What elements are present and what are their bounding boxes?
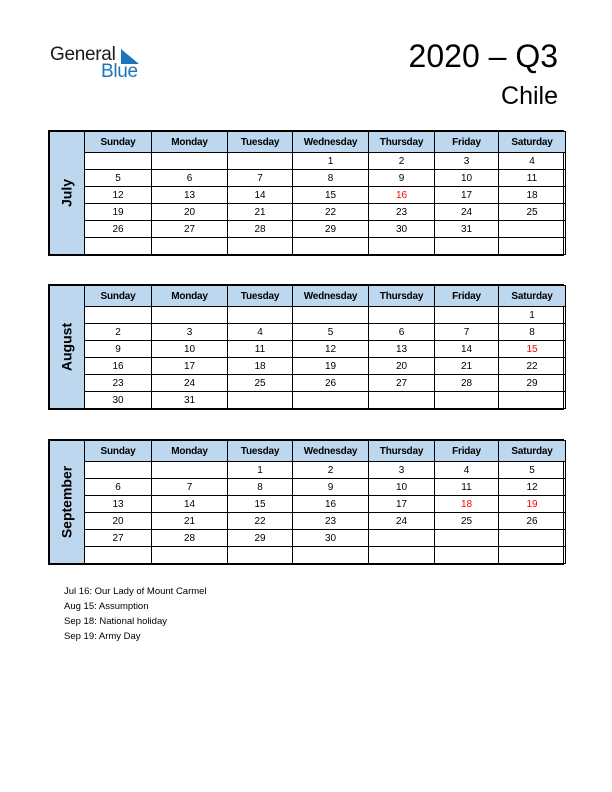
day-cell xyxy=(435,547,499,564)
day-cell: 28 xyxy=(228,221,293,238)
day-cell: 25 xyxy=(499,204,566,221)
day-cell: 20 xyxy=(152,204,228,221)
page-title: 2020 – Q3 xyxy=(408,38,558,74)
day-cell xyxy=(85,547,152,564)
weekday-header: Saturday xyxy=(499,286,566,307)
weekday-header: Wednesday xyxy=(293,132,369,153)
day-cell: 15 xyxy=(499,341,566,358)
day-cell: 25 xyxy=(435,513,499,530)
day-cell: 4 xyxy=(435,462,499,479)
day-cell xyxy=(85,462,152,479)
week-row xyxy=(50,307,566,324)
weekday-header: Wednesday xyxy=(293,441,369,462)
day-cell: 7 xyxy=(152,479,228,496)
holiday-note: Aug 15: Assumption xyxy=(64,601,149,612)
day-cell: 23 xyxy=(85,375,152,392)
day-cell: 24 xyxy=(369,513,435,530)
week-row xyxy=(50,496,566,513)
weekday-header: Monday xyxy=(152,441,228,462)
weekday-header: Wednesday xyxy=(293,286,369,307)
day-cell: 13 xyxy=(152,187,228,204)
day-cell: 27 xyxy=(152,221,228,238)
day-cell: 28 xyxy=(152,530,228,547)
day-cell: 7 xyxy=(228,170,293,187)
holiday-note: Jul 16: Our Lady of Mount Carmel xyxy=(64,586,207,597)
week-row xyxy=(50,238,566,255)
weekday-header: Thursday xyxy=(369,286,435,307)
weekday-header: Tuesday xyxy=(228,286,293,307)
calendar-september xyxy=(48,439,564,565)
holiday-note: Sep 19: Army Day xyxy=(64,631,141,642)
day-cell: 22 xyxy=(293,204,369,221)
day-cell: 30 xyxy=(369,221,435,238)
day-cell: 12 xyxy=(499,479,566,496)
logo-text-blue: Blue xyxy=(101,61,138,82)
day-cell: 21 xyxy=(152,513,228,530)
day-cell: 31 xyxy=(435,221,499,238)
day-cell xyxy=(369,530,435,547)
day-cell: 16 xyxy=(293,496,369,513)
day-cell xyxy=(293,307,369,324)
day-cell: 13 xyxy=(369,341,435,358)
week-row xyxy=(50,187,566,204)
day-cell: 26 xyxy=(293,375,369,392)
weekday-header: Tuesday xyxy=(228,441,293,462)
day-cell: 1 xyxy=(293,153,369,170)
week-row xyxy=(50,547,566,564)
day-cell: 9 xyxy=(369,170,435,187)
day-cell: 26 xyxy=(499,513,566,530)
day-cell: 17 xyxy=(152,358,228,375)
day-cell xyxy=(228,153,293,170)
day-cell xyxy=(293,547,369,564)
weekday-header: Friday xyxy=(435,286,499,307)
month-name: September xyxy=(58,465,75,539)
day-cell: 29 xyxy=(499,375,566,392)
day-cell: 4 xyxy=(499,153,566,170)
day-cell: 10 xyxy=(369,479,435,496)
day-cell: 23 xyxy=(293,513,369,530)
day-cell: 18 xyxy=(499,187,566,204)
day-cell: 2 xyxy=(369,153,435,170)
day-cell: 2 xyxy=(293,462,369,479)
weekday-header: Monday xyxy=(152,286,228,307)
day-cell: 17 xyxy=(369,496,435,513)
week-row xyxy=(50,358,566,375)
weekday-header: Sunday xyxy=(85,441,152,462)
month-name: August xyxy=(58,322,75,372)
month-name: July xyxy=(58,178,75,208)
day-cell: 19 xyxy=(85,204,152,221)
day-cell: 2 xyxy=(85,324,152,341)
month-label-cell xyxy=(50,286,85,409)
day-cell: 19 xyxy=(293,358,369,375)
day-cell: 16 xyxy=(369,187,435,204)
day-cell xyxy=(435,392,499,409)
day-cell xyxy=(85,307,152,324)
day-cell: 11 xyxy=(228,341,293,358)
day-cell xyxy=(293,238,369,255)
day-cell xyxy=(85,238,152,255)
day-cell: 22 xyxy=(228,513,293,530)
day-cell: 27 xyxy=(85,530,152,547)
day-cell xyxy=(369,307,435,324)
logo-text-general: General xyxy=(50,44,116,65)
day-cell: 8 xyxy=(293,170,369,187)
day-cell: 6 xyxy=(369,324,435,341)
country-name: Chile xyxy=(501,82,558,110)
holiday-note: Sep 18: National holiday xyxy=(64,616,167,627)
calendar-july xyxy=(48,130,564,256)
week-row xyxy=(50,462,566,479)
day-cell xyxy=(293,392,369,409)
week-row xyxy=(50,479,566,496)
day-cell: 8 xyxy=(228,479,293,496)
day-cell: 15 xyxy=(228,496,293,513)
day-cell: 12 xyxy=(293,341,369,358)
weekday-header: Friday xyxy=(435,441,499,462)
day-cell: 22 xyxy=(499,358,566,375)
day-cell xyxy=(499,392,566,409)
day-cell: 1 xyxy=(228,462,293,479)
day-cell xyxy=(499,221,566,238)
weekday-header: Friday xyxy=(435,132,499,153)
calendar-august xyxy=(48,284,564,410)
day-cell xyxy=(499,238,566,255)
day-cell: 14 xyxy=(152,496,228,513)
day-cell xyxy=(499,547,566,564)
day-cell: 7 xyxy=(435,324,499,341)
day-cell: 14 xyxy=(435,341,499,358)
day-cell xyxy=(228,238,293,255)
day-cell xyxy=(369,547,435,564)
day-cell: 26 xyxy=(85,221,152,238)
week-row xyxy=(50,513,566,530)
day-cell: 5 xyxy=(85,170,152,187)
day-cell: 3 xyxy=(435,153,499,170)
day-cell: 30 xyxy=(293,530,369,547)
day-cell: 19 xyxy=(499,496,566,513)
day-cell: 9 xyxy=(85,341,152,358)
week-row xyxy=(50,221,566,238)
day-cell: 20 xyxy=(369,358,435,375)
day-cell: 3 xyxy=(369,462,435,479)
day-cell xyxy=(228,392,293,409)
day-cell xyxy=(435,307,499,324)
week-row xyxy=(50,324,566,341)
day-cell: 18 xyxy=(435,496,499,513)
weekday-header: Sunday xyxy=(85,132,152,153)
day-cell xyxy=(435,530,499,547)
weekday-header: Thursday xyxy=(369,441,435,462)
day-cell: 11 xyxy=(499,170,566,187)
weekday-header: Saturday xyxy=(499,441,566,462)
week-row xyxy=(50,170,566,187)
day-cell: 14 xyxy=(228,187,293,204)
week-row xyxy=(50,375,566,392)
day-cell: 10 xyxy=(435,170,499,187)
week-row xyxy=(50,153,566,170)
day-cell: 13 xyxy=(85,496,152,513)
day-cell: 16 xyxy=(85,358,152,375)
day-cell: 20 xyxy=(85,513,152,530)
day-cell: 27 xyxy=(369,375,435,392)
day-cell: 30 xyxy=(85,392,152,409)
day-cell: 29 xyxy=(228,530,293,547)
day-cell xyxy=(435,238,499,255)
day-cell xyxy=(499,530,566,547)
day-cell: 21 xyxy=(228,204,293,221)
week-row xyxy=(50,204,566,221)
weekday-header: Monday xyxy=(152,132,228,153)
day-cell: 3 xyxy=(152,324,228,341)
day-cell xyxy=(228,307,293,324)
day-cell: 17 xyxy=(435,187,499,204)
day-cell: 6 xyxy=(152,170,228,187)
day-cell xyxy=(152,307,228,324)
week-row xyxy=(50,392,566,409)
day-cell: 24 xyxy=(435,204,499,221)
day-cell: 21 xyxy=(435,358,499,375)
day-cell: 5 xyxy=(499,462,566,479)
day-cell: 11 xyxy=(435,479,499,496)
weekday-header: Saturday xyxy=(499,132,566,153)
weekday-header: Thursday xyxy=(369,132,435,153)
day-cell: 25 xyxy=(228,375,293,392)
month-label-cell xyxy=(50,132,85,255)
weekday-header: Sunday xyxy=(85,286,152,307)
day-cell xyxy=(369,238,435,255)
week-row xyxy=(50,530,566,547)
day-cell xyxy=(152,238,228,255)
day-cell xyxy=(152,153,228,170)
holiday-notes xyxy=(64,584,207,644)
day-cell: 4 xyxy=(228,324,293,341)
day-cell: 18 xyxy=(228,358,293,375)
day-cell: 8 xyxy=(499,324,566,341)
day-cell xyxy=(85,153,152,170)
day-cell: 23 xyxy=(369,204,435,221)
day-cell: 28 xyxy=(435,375,499,392)
week-row xyxy=(50,341,566,358)
day-cell: 5 xyxy=(293,324,369,341)
generalblue-logo xyxy=(50,44,150,84)
day-cell: 1 xyxy=(499,307,566,324)
weekday-header: Tuesday xyxy=(228,132,293,153)
day-cell: 12 xyxy=(85,187,152,204)
day-cell: 29 xyxy=(293,221,369,238)
day-cell: 24 xyxy=(152,375,228,392)
month-label-cell xyxy=(50,441,85,564)
day-cell: 10 xyxy=(152,341,228,358)
day-cell xyxy=(152,462,228,479)
day-cell: 31 xyxy=(152,392,228,409)
day-cell xyxy=(152,547,228,564)
day-cell: 6 xyxy=(85,479,152,496)
day-cell xyxy=(228,547,293,564)
day-cell xyxy=(369,392,435,409)
day-cell: 15 xyxy=(293,187,369,204)
day-cell: 9 xyxy=(293,479,369,496)
